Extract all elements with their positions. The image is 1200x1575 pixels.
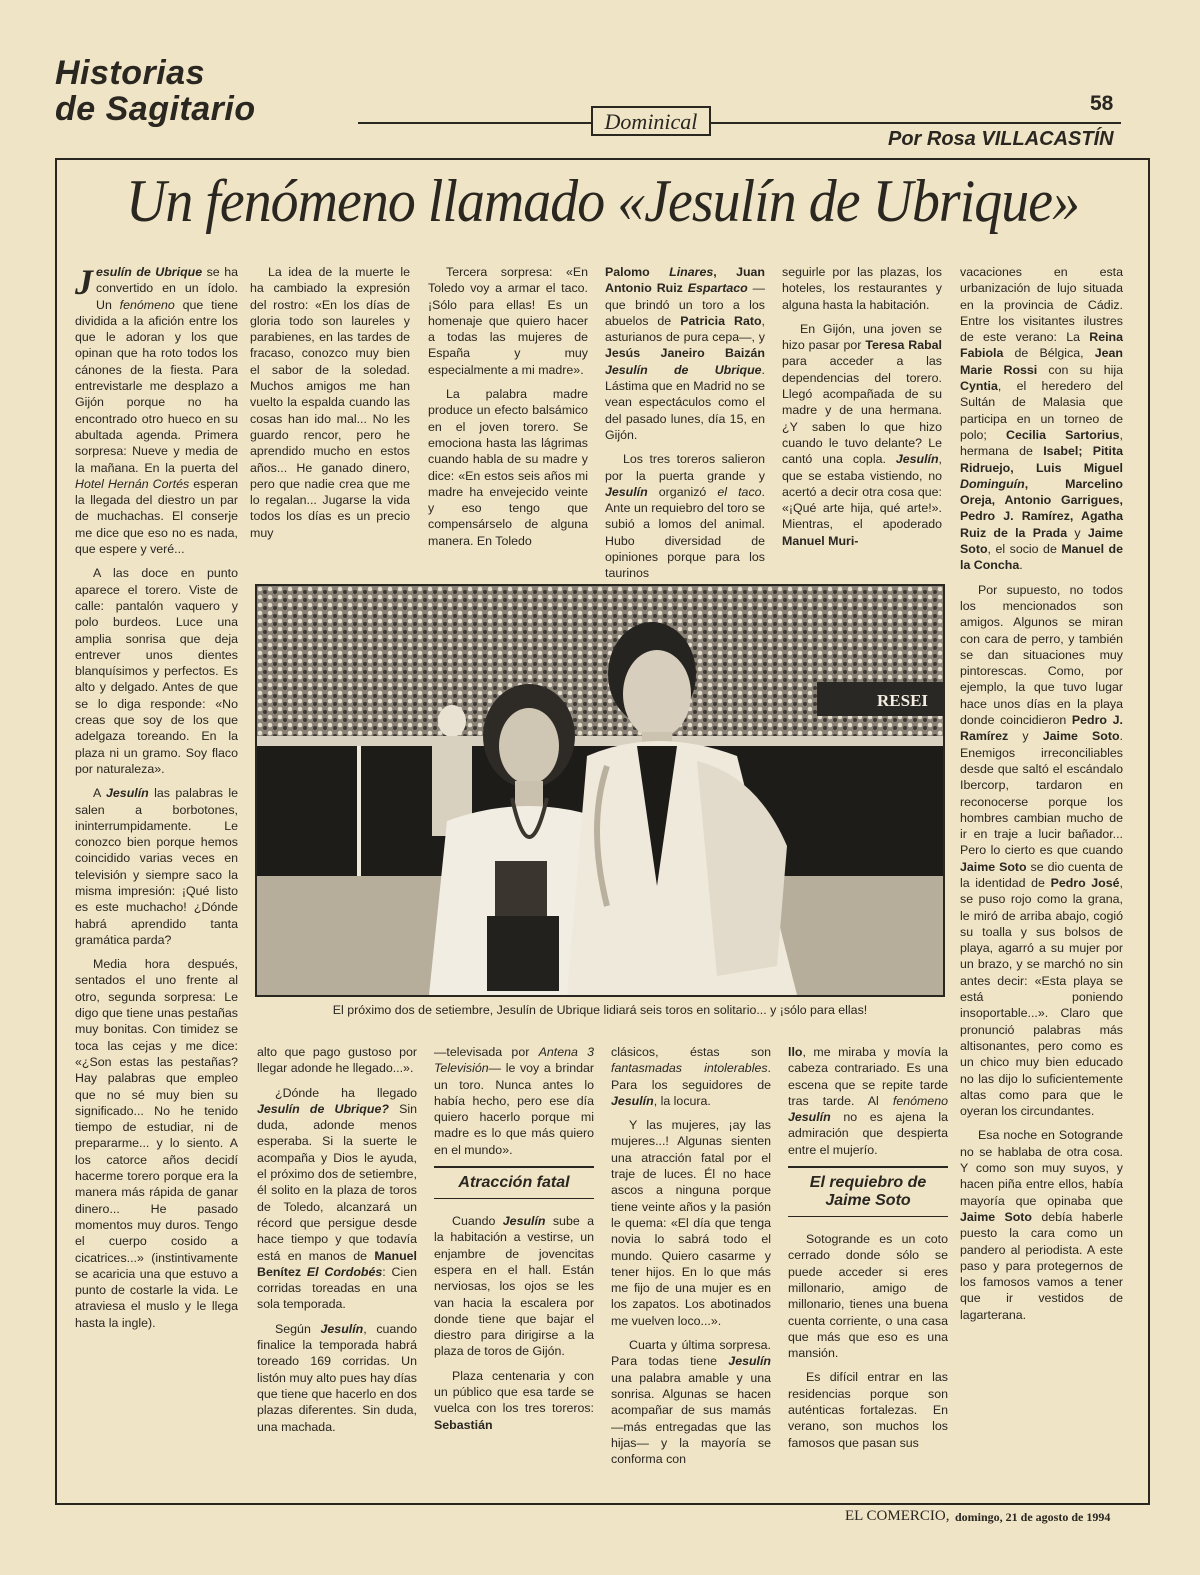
section-title-line2: de Sagitario: [55, 90, 256, 128]
header-rule-left: [358, 122, 591, 124]
article-column-1: Jesulín de Ubrique se ha convertido en un ídolo. Un fenómeno que tiene dividida a la afición entre los que le adoran y los que opinan que ha roto todos los cánones de la fiesta. Para entrevistarle me desplazo a Gijón porque no ha encontrado otro hueco en su abultada agenda. Primera sorpresa: Nueve y media de la mañana. En la puerta del Hotel Hernán Cortés esperan la llegada del diestro un par de muchachas. El conserje me dice que eso no es nada, que espere y veré... A las doce en punto aparece el torero. Viste de calle: pantalón vaquero y polo burdeos. Luce una amplia sonrisa que deja entrever unos dientes blanquísimos y perfectos. Es alto y delgado. Antes de que se lo diga responde: «No creas que soy de los que adelgaza toreando. En la plaza ni un gramo. Soy flaco por naturaleza». A Jesulín las palabras le salen a borbotones, ininterrumpidamente. Le conozco bien porque hemos coincidido varias veces en televisión y siempre saco la misma impresión: ¡Qué listo es este muchacho! ¿Dónde habrá aprendido tanta gramática parda? Media hora después, sentados el uno frente al otro, segunda sorpresa: Le digo que tiene unas pestañas muy bonitas. Con timidez se toca las cejas y me dice: «¿Son estas las pestañas? Hay palabras que empleo que no sé muy bien su significado... No he tenido tiempo de estudiar, ni de prepararme... y lo siento. A los catorce años decidí hacerme torero porque era la manera más rápida de ganar dinero... He pasado momentos muy duros. Tengo el cuerpo cosido a cicatrices...» (instintivamente se acaricia una que estuvo a punto de costarle la vida. Le atraviesa el muslo y le llega hasta la ingle).: [75, 262, 239, 1330]
photo-sign: RESEI: [877, 691, 929, 710]
article-column-6: vacaciones en esta urbanización de lujo situada en la provincia de Cádiz. Entre los visitantes ilustres de este verano: La Reina Fabiola de Bélgica, Jean Marie Rossi con su hija Cyntia, el heredero del Sultán de Malasia que participa en un torneo de polo; Cecilia Sartorius, hermana de Isabel; Pitita Ridruejo, Luis Miguel Dominguín, Marcelino Oreja, Antonio Garrigues, Pedro J. Ramírez, Agatha Ruiz de la Prada y Jaime Soto, el socio de Manuel de la Concha. Por supuesto, no todos los mencionados son amigos. Algunos se miran con cara de perro, y también se dan situaciones muy pintorescas. Como, por ejemplo, la que tuvo lugar hace unos días en la playa donde coincidieron Pedro J. Ramírez y Jaime Soto. Enemigos irreconciliables desde que saltó el escándalo Ibercorp, tardaron en reconocerse porque los hombres cambian mucho de ir en traje a lucir bañador... Pero lo cierto es que cuando Jaime Soto se dio cuenta de la identidad de Pedro José, se puso rojo como la grana, le miró de arriba abajo, cogió su toalla y sus bolsos de playa, agarró a su mujer por un brazo, y se marchó no sin antes decir: «Esta playa se está poniendo insoportable...». Claro que pronunció palabras más altisonantes, pero como es un chico muy bien educado no las dijo lo suficientemente altas como para que le oyeran los circundantes. Esa noche en Sotogrande no se hablaba de otra cosa. Y como son muy suyos, y hacen piña entre ellos, había mayoría que opinaba que Jaime Soto debía haberle puesto la cara como un pandero al periodista. A este paso y para protegernos de los famosos vamos a tener que ir vestidos de lagarterana.: [960, 265, 1123, 1322]
footer-date: domingo, 21 de agosto de 1994: [955, 1510, 1111, 1524]
article-column-3-top: Tercera sorpresa: «En Toledo voy a armar el taco. ¡Sólo para ellas! Es un homenaje que quiero hacer a todas las mujeres de España y muy especialmente a mi madre». La palabra madre produce un efecto balsámico en el joven torero. Se emociona hasta las lágrimas cuando habla de su madre y dice: «En estos seis años mi madre ha envejecido veinte y eso tengo que compensárselo de alguna manera. En Toledo: [428, 265, 588, 548]
article-column-2-bottom: alto que pago gustoso por llegar adonde he llegado...». ¿Dónde ha llegado Jesulín de Ubrique? Sin duda, adonde menos esperaba. Si la suerte le acompaña y Dios le ayuda, el próximo dos de setiembre, él solito en la plaza de toros de Toledo, alcanzará un récord que persigue desde hace tiempo y que todavía está en manos de Manuel Benítez El Cordobés: Cien corridas toreadas en una sola temporada. Según Jesulín, cuando finalice la temporada habrá toreado 169 corridas. Un listón muy alto pues hay días que tiene que hacerlo en dos plazas diferentes. Sin duda, una machada.: [257, 1045, 417, 1434]
page-number: 58: [1090, 92, 1114, 115]
article-column-5-bottom: llo, me miraba y movía la cabeza contrariado. Es una escena que se repite tarde tras tarde. Al fenómeno Jesulín no es ajena la admiración que despierta entre el mujerío. El requiebro de Jaime Soto Sotogrande es un coto cerrado donde sólo se puede acceder si eres millonario, amigo de millonario, tienes una buena cuenta corriente, o una casa que más que eso es una mansión. Es difícil entrar en las residencias porque son auténticas fortalezas. En verano, son muchos los famosos que pasan sus: [788, 1045, 948, 1450]
subhead-atraccion-fatal: Atracción fatal: [434, 1166, 594, 1199]
article-column-4-bottom: clásicos, éstas son fantasmadas intolerables. Para los seguidores de Jesulín, la locura. Y las mujeres, ¡ay las mujeres...! Algunas sienten una atracción fatal por el traje de luces. Él no hace ascos a ninguna porque tiene veinte años y la pasión le quema: «El día que tenga novia lo sabrá todo el mundo. Quiero casarme y tener hijos. En lo que más me fijo de una mujer es en los zapatos. Los abotinados me vuelven loco...». Cuarta y última sorpresa. Para todas tiene Jesulín una palabra amable y una sonrisa. Algunas se hacen acompañar de sus mamás —más entregadas que las hijas— y la mayoría se conforma con: [611, 1045, 771, 1467]
article-column-3-bottom: —televisada por Antena 3 Televisión— le voy a brindar un toro. Nunca antes lo había hecho, pero ese día quiero hacerlo porque mi madre es lo que más quiero en el mundo». Atracción fatal Cuando Jesulín sube a la habitación a vestirse, un enjambre de jovencitas espera en el hall. Están nerviosas, los ojos se les van hacia la escalera por donde tiene que bajar el diestro para dirigirse a la plaza de toros de Gijón. Plaza centenaria y con un público que esa tarde se vuelca con los tres toreros: Sebastián: [434, 1045, 595, 1432]
article-headline: Un fenómeno llamado «Jesulín de Ubrique»: [125, 168, 1080, 234]
photo-caption: El próximo dos de setiembre, Jesulín de Ubrique lidiará seis toros en solitario... y ¡sólo para ellas!: [332, 1003, 868, 1017]
supplement-label: Dominical: [591, 106, 711, 136]
photo-bullfighter-and-woman: [257, 586, 943, 995]
section-title: [55, 55, 256, 127]
section-title-line1: Historias: [55, 54, 205, 92]
byline: Por Rosa VILLACASTÍN: [888, 128, 1114, 150]
article-column-5-top: seguirle por las plazas, los hoteles, los restaurantes y alguna hasta la habitación. En Gijón, una joven se hizo pasar por Teresa Rabal para acceder a las dependencias del torero. Llegó acompañada de su madre y de una hermana. ¿Y saben lo que hizo cuando le tuvo delante? Le cantó una copla. Jesulín, que se estaba vistiendo, no acertó a decir otra cosa que: «¡Qué arte hija, qué arte!». Mientras, el apoderado Manuel Muri-: [782, 265, 942, 548]
article-column-2-top: La idea de la muerte le ha cambiado la expresión del rostro: «En los días de gloria todo son laureles y parabienes, en las tardes de fracaso, conozco muy bien el sabor de la soledad. Muchos amigos me han vuelto la espalda cuando las cosas han ido mal... No les guardo rencor, pero he aprendido mucho en estos años... He ganado dinero, pero que nadie crea que me lo regalan... Jugarse la vida todos los días es un precio muy: [250, 265, 410, 540]
header-rule-right: [711, 122, 1121, 124]
subhead-requiebro: El requiebro de Jaime Soto: [788, 1166, 948, 1217]
article-photo: [255, 584, 945, 997]
article-column-4-top: Palomo Linares, Juan Antonio Ruiz Espartaco —que brindó un toro a los abuelos de Patricia Rato, asturianos de pura cepa—, y Jesús Janeiro Baizán Jesulín de Ubrique. Lástima que en Madrid no se vean espectáculos como el del pasado lunes, día 15, en Gijón. Los tres toreros salieron por la puerta grande y Jesulín organizó el taco. Ante un requiebro del toro se subió a lomos del animal. Hubo diversidad de opiniones porque para los taurinos: [605, 265, 765, 581]
footer-newspaper: EL COMERCIO,: [845, 1508, 950, 1524]
